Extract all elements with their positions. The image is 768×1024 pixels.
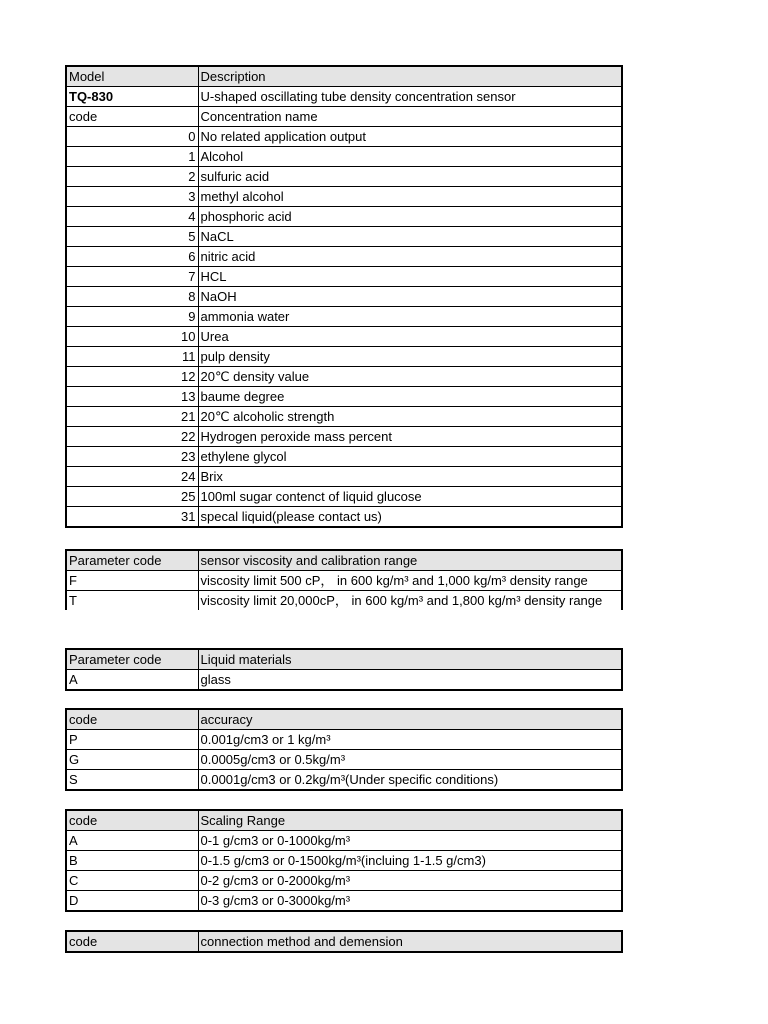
table-row <box>66 447 622 467</box>
header-cell-parameter-code: Parameter code <box>66 550 198 571</box>
description-cell: Alcohol <box>198 147 622 167</box>
table-header-row <box>66 810 622 831</box>
code-cell: F <box>66 571 198 591</box>
description-cell: NaCL <box>198 227 622 247</box>
code-cell: 23 <box>66 447 198 467</box>
description-cell: Brix <box>198 467 622 487</box>
description-cell: Hydrogen peroxide mass percent <box>198 427 622 447</box>
table-row <box>66 427 622 447</box>
header-cell-liquid-materials: Liquid materials <box>198 649 622 670</box>
code-cell: 5 <box>66 227 198 247</box>
description-cell: 0.001g/cm3 or 1 kg/m³ <box>198 730 622 750</box>
table-row <box>66 591 622 611</box>
code-cell: 12 <box>66 367 198 387</box>
code-cell: 21 <box>66 407 198 427</box>
code-cell: 3 <box>66 187 198 207</box>
header-cell-code: code <box>66 810 198 831</box>
description-cell: glass <box>198 670 622 691</box>
table-row <box>66 227 622 247</box>
code-cell: A <box>66 831 198 851</box>
description-cell: phosphoric acid <box>198 207 622 227</box>
description-cell: 0-1 g/cm3 or 0-1000kg/m³ <box>198 831 622 851</box>
scaling-range-table <box>65 809 623 912</box>
table-row <box>66 730 622 750</box>
description-cell: Urea <box>198 327 622 347</box>
description-cell: 0-2 g/cm3 or 0-2000kg/m³ <box>198 871 622 891</box>
header-cell-model: Model <box>66 66 198 87</box>
model-name-cell: TQ-830 <box>66 87 198 107</box>
table-row <box>66 327 622 347</box>
code-cell: T <box>66 591 198 611</box>
description-cell: 0-3 g/cm3 or 0-3000kg/m³ <box>198 891 622 912</box>
table-header-row <box>66 550 622 571</box>
code-cell: 22 <box>66 427 198 447</box>
code-cell: 0 <box>66 127 198 147</box>
accuracy-table-body <box>66 709 622 790</box>
description-cell: methyl alcohol <box>198 187 622 207</box>
description-cell: 0.0005g/cm3 or 0.5kg/m³ <box>198 750 622 770</box>
table-row <box>66 871 622 891</box>
description-cell: HCL <box>198 267 622 287</box>
table-header-row <box>66 649 622 670</box>
table-row <box>66 367 622 387</box>
code-cell: 6 <box>66 247 198 267</box>
table-row <box>66 187 622 207</box>
model-row <box>66 87 622 107</box>
description-cell: sulfuric acid <box>198 167 622 187</box>
description-cell: 0.0001g/cm3 or 0.2kg/m³(Under specific conditions) <box>198 770 622 791</box>
header-cell-parameter-code: Parameter code <box>66 649 198 670</box>
description-cell: NaOH <box>198 287 622 307</box>
table-row <box>66 831 622 851</box>
table-row <box>66 347 622 367</box>
table-row <box>66 467 622 487</box>
description-cell: ammonia water <box>198 307 622 327</box>
code-cell: 10 <box>66 327 198 347</box>
description-cell: ethylene glycol <box>198 447 622 467</box>
code-cell: 2 <box>66 167 198 187</box>
table-row <box>66 487 622 507</box>
table-row <box>66 267 622 287</box>
accuracy-table <box>65 708 623 791</box>
table-row <box>66 507 622 528</box>
viscosity-table-body <box>66 550 622 610</box>
table-row <box>66 307 622 327</box>
concentration-name-label-cell: Concentration name <box>198 107 622 127</box>
table-row <box>66 750 622 770</box>
header-cell-code: code <box>66 931 198 952</box>
material-table-body <box>66 649 622 690</box>
model-description-cell: U-shaped oscillating tube density concentration sensor <box>198 87 622 107</box>
code-cell: 8 <box>66 287 198 307</box>
table-row <box>66 891 622 912</box>
description-cell: specal liquid(please contact us) <box>198 507 622 528</box>
table-row <box>66 571 622 591</box>
description-cell: viscosity limit 20,000cP， in 600 kg/m³ and 1,800 kg/m³ density range <box>198 591 622 611</box>
code-cell: D <box>66 891 198 912</box>
header-cell-accuracy: accuracy <box>198 709 622 730</box>
table-row <box>66 407 622 427</box>
header-cell-description: Description <box>198 66 622 87</box>
table-header-row <box>66 931 622 952</box>
model-concentration-table <box>65 65 623 528</box>
code-cell: 13 <box>66 387 198 407</box>
code-cell: 31 <box>66 507 198 528</box>
table-row <box>66 247 622 267</box>
header-cell-connection: connection method and demension <box>198 931 622 952</box>
description-cell: baume degree <box>198 387 622 407</box>
description-cell: nitric acid <box>198 247 622 267</box>
code-cell: S <box>66 770 198 791</box>
code-cell: B <box>66 851 198 871</box>
description-cell: pulp density <box>198 347 622 367</box>
description-cell: No related application output <box>198 127 622 147</box>
connection-table <box>65 930 623 953</box>
header-cell-viscosity: sensor viscosity and calibration range <box>198 550 622 571</box>
code-cell: 25 <box>66 487 198 507</box>
table-header-row <box>66 66 622 87</box>
description-cell: 20℃ alcoholic strength <box>198 407 622 427</box>
code-header-row <box>66 107 622 127</box>
connection-table-body <box>66 931 622 952</box>
material-table <box>65 648 623 691</box>
table-row <box>66 167 622 187</box>
code-label-cell: code <box>66 107 198 127</box>
table-row <box>66 851 622 871</box>
description-cell: 100ml sugar contenct of liquid glucose <box>198 487 622 507</box>
code-cell: 4 <box>66 207 198 227</box>
code-cell: 9 <box>66 307 198 327</box>
code-cell: 11 <box>66 347 198 367</box>
code-cell: 7 <box>66 267 198 287</box>
code-cell: C <box>66 871 198 891</box>
table-row <box>66 147 622 167</box>
header-cell-code: code <box>66 709 198 730</box>
table-row <box>66 770 622 791</box>
code-cell: G <box>66 750 198 770</box>
header-cell-scaling-range: Scaling Range <box>198 810 622 831</box>
description-cell: 20℃ density value <box>198 367 622 387</box>
description-cell: 0-1.5 g/cm3 or 0-1500kg/m³(incluing 1-1.5 g/cm3) <box>198 851 622 871</box>
code-cell: P <box>66 730 198 750</box>
viscosity-table <box>65 549 623 610</box>
code-cell: 1 <box>66 147 198 167</box>
table-row <box>66 670 622 691</box>
table-row <box>66 127 622 147</box>
table-header-row <box>66 709 622 730</box>
table-row <box>66 287 622 307</box>
code-cell: 24 <box>66 467 198 487</box>
table-row <box>66 387 622 407</box>
table-row <box>66 207 622 227</box>
range-table-body <box>66 810 622 911</box>
model-table-body <box>66 66 622 527</box>
description-cell: viscosity limit 500 cP， in 600 kg/m³ and 1,000 kg/m³ density range <box>198 571 622 591</box>
code-cell: A <box>66 670 198 691</box>
